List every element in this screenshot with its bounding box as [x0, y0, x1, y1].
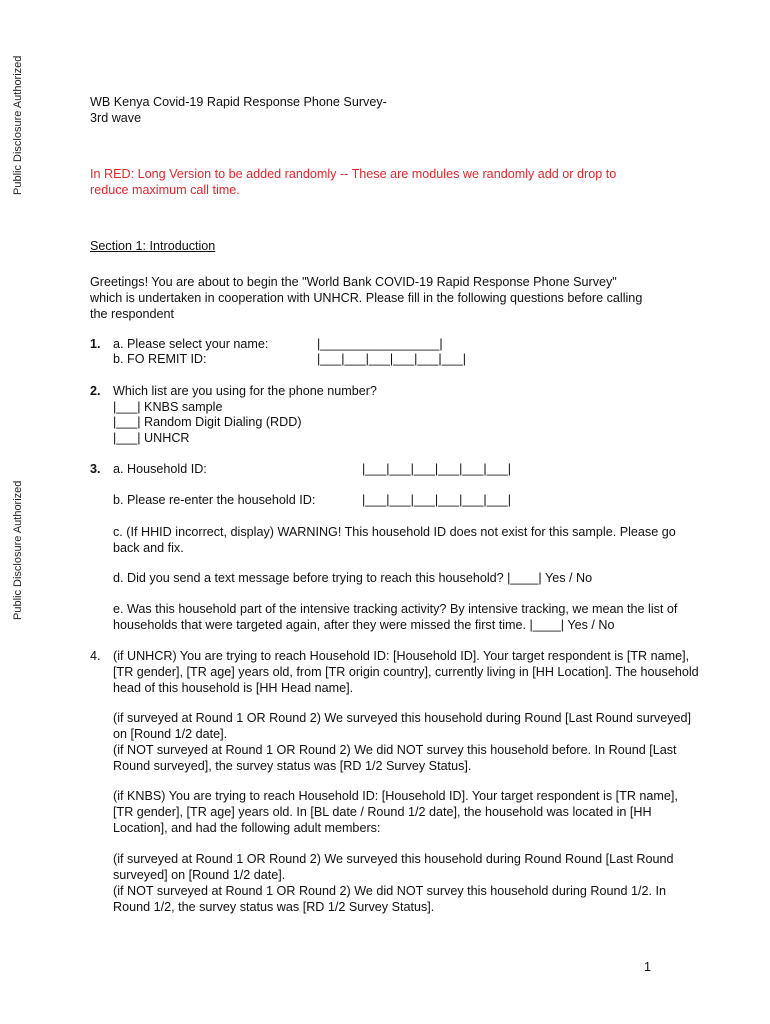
disclosure-label-top: Public Disclosure Authorized [12, 55, 24, 195]
q3-a-label: a. Household ID: [113, 462, 207, 476]
q3-e-tracking[interactable] [113, 601, 677, 633]
q4-unhcr-paragraph [113, 648, 699, 696]
q2-question: Which list are you using for the phone number? [113, 384, 377, 398]
q1-a-label: a. Please select your name: [113, 337, 269, 351]
greeting-line: the respondent [90, 307, 175, 321]
title-line: WB Kenya Covid-19 Rapid Response Phone Survey- [90, 95, 387, 109]
question-2-number: 2. [90, 384, 101, 398]
page-number: 1 [644, 960, 652, 974]
disclosure-label-middle: Public Disclosure Authorized [12, 480, 24, 620]
q1-remit-id-field[interactable]: |___|___|___|___|___|___| [317, 352, 466, 366]
q3-b-label: b. Please re-enter the household ID: [113, 493, 316, 507]
q3-c-line: back and fix. [113, 541, 184, 555]
q2-option-unhcr[interactable]: |___| UNHCR [113, 431, 190, 445]
q3-e-line: e. Was this household part of the intensive tracking activity? By intensive tracking, we mean the list of [113, 602, 678, 616]
red-note [90, 166, 616, 198]
greeting-paragraph [90, 274, 642, 322]
q4-line: on [Round 1/2 date]. [113, 727, 228, 741]
q4-line: (if KNBS) You are trying to reach Household ID: [Household ID]. Your target respondent is [TR name], [113, 789, 678, 803]
q4-knbs-paragraph [113, 788, 678, 836]
q4-line: [TR gender], [TR age] years old. In [BL date / Round 1/2 date], the household was located in [HH [113, 805, 652, 819]
q4-line: Round 1/2, the survey status was [RD 1/2 Survey Status]. [113, 900, 435, 914]
question-3-number: 3. [90, 462, 101, 476]
q4-line: surveyed] on [Round 1/2 date]. [113, 868, 286, 882]
q4-line: [TR gender], [TR age] years old, from [TR origin country], currently living in [HH Location]. The household [113, 665, 699, 679]
q3-reenter-id-field[interactable]: |___|___|___|___|___|___| [362, 493, 511, 507]
document-title [90, 94, 387, 126]
q3-d-text-message[interactable]: d. Did you send a text message before trying to reach this household? |____| Yes / No [113, 571, 593, 585]
q4-line: (if UNHCR) You are trying to reach Household ID: [Household ID]. Your target respondent is [TR name], [113, 649, 690, 663]
title-line: 3rd wave [90, 111, 142, 125]
q1-b-label: b. FO REMIT ID: [113, 352, 207, 366]
question-4-number: 4. [90, 649, 101, 663]
note-line: In RED: Long Version to be added randomly -- These are modules we randomly add or drop to [90, 167, 617, 181]
q4-line: (if NOT surveyed at Round 1 OR Round 2) We did NOT survey this household during Round 1/2. In [113, 884, 667, 898]
q4-line: Location], and had the following adult members: [113, 821, 381, 835]
q3-c-line: c. (If HHID incorrect, display) WARNING! This household ID does not exist for this sample. Please go [113, 525, 676, 539]
q4-line: Round surveyed], the survey status was [RD 1/2 Survey Status]. [113, 759, 472, 773]
q4-line: (if surveyed at Round 1 OR Round 2) We surveyed this household during Round Round [Last Round [113, 852, 674, 866]
q4-line: head of this household is [HH Head name]. [113, 681, 354, 695]
q4-line: (if surveyed at Round 1 OR Round 2) We surveyed this household during Round [Last Round surveyed] [113, 711, 692, 725]
q4-knbs-status-paragraph [113, 851, 674, 915]
note-line: reduce maximum call time. [90, 183, 240, 197]
q4-line: (if NOT surveyed at Round 1 OR Round 2) We did NOT survey this household before. In Round [Last [113, 743, 677, 757]
q3-e-line: households that were targeted again, after they were missed the first time. |____| Yes / No [113, 618, 615, 632]
q3-household-id-field[interactable]: |___|___|___|___|___|___| [362, 462, 511, 476]
q2-option-rdd[interactable]: |___| Random Digit Dialing (RDD) [113, 415, 302, 429]
greeting-line: which is undertaken in cooperation with UNHCR. Please fill in the following questions before calling [90, 291, 643, 305]
q3-c-warning [113, 524, 676, 556]
q4-survey-status-paragraph [113, 710, 691, 774]
section-heading: Section 1: Introduction [90, 239, 216, 253]
question-1-number: 1. [90, 337, 101, 351]
greeting-line: Greetings! You are about to begin the "World Bank COVID-19 Rapid Response Phone Survey" [90, 275, 617, 289]
q1-name-field[interactable]: |_________________| [317, 337, 443, 351]
q2-option-knbs[interactable]: |___| KNBS sample [113, 400, 223, 414]
